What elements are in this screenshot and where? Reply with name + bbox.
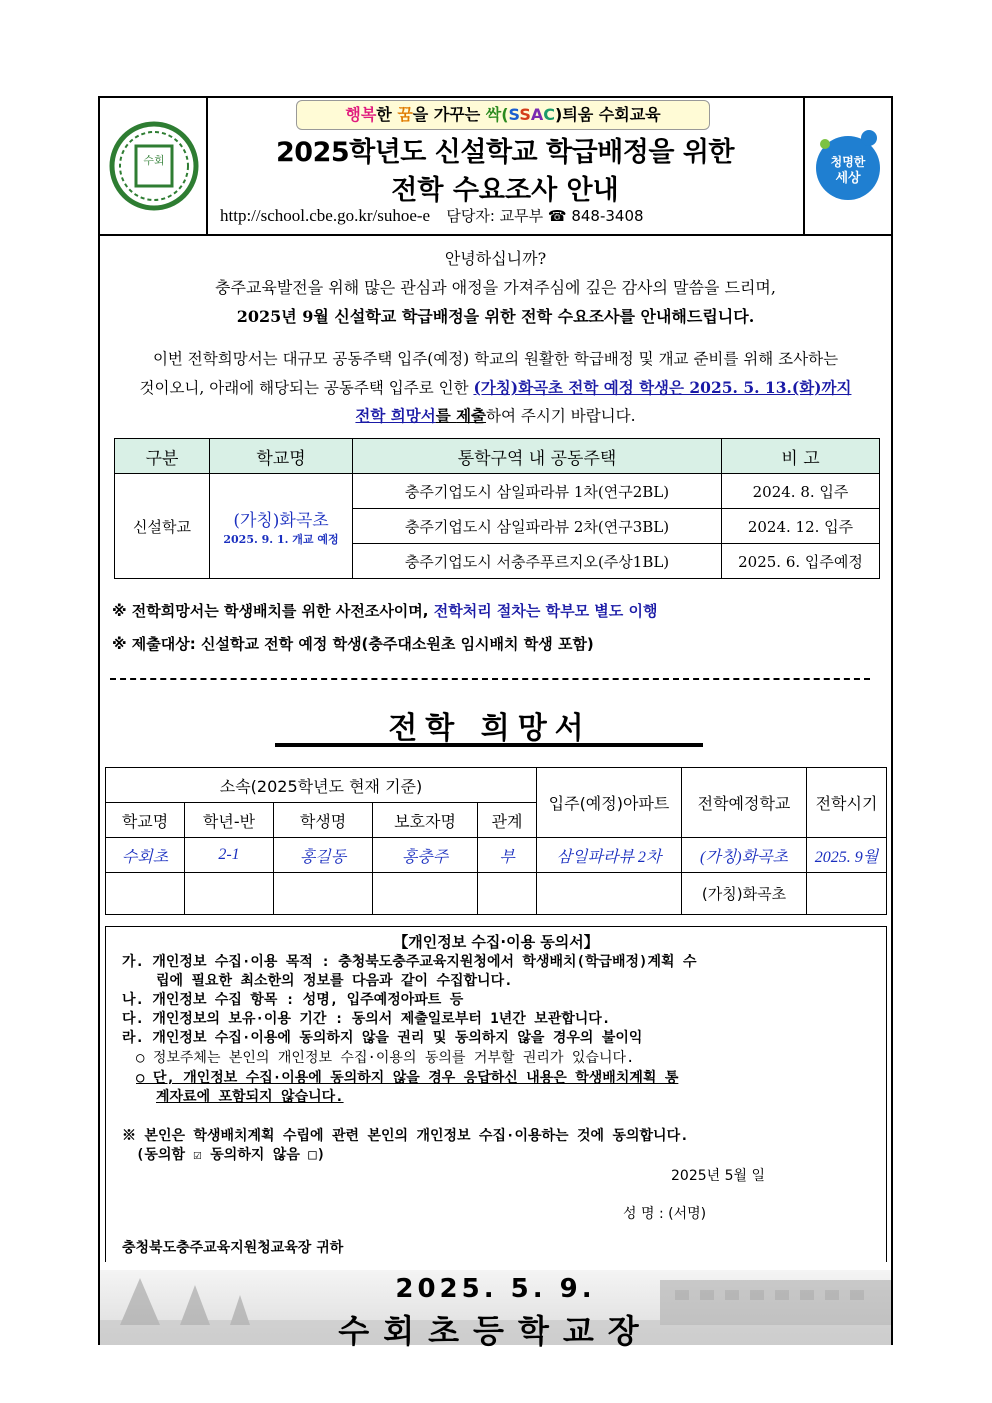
- application-table: [105, 767, 887, 915]
- table-header: 전학예정학교: [682, 768, 807, 838]
- intro-para3: 전학 희망서를 제출하여 주시기 바랍니다.: [355, 406, 636, 425]
- school-cell: (가칭)화곡초 2025. 9. 1. 개교 예정: [210, 474, 353, 579]
- consent-recipient: 충청북도충주교육지원청교육장 귀하: [122, 1240, 344, 1256]
- example-row: 수회초 2-1 홍길동 홍충주 부 삼일파라뷰 2차 (가칭)화곡초 2025. 9월: [106, 838, 887, 873]
- svg-text:청명한: 청명한: [830, 155, 866, 169]
- header: [100, 98, 891, 236]
- form-title: 전학 희망서: [388, 711, 592, 746]
- form-title-underline: [275, 743, 703, 747]
- table-header: 전학시기: [807, 768, 887, 838]
- relation-input[interactable]: [478, 873, 537, 915]
- table-header: 통학구역 내 공동주택: [353, 439, 722, 474]
- table-header: 관계: [478, 803, 537, 838]
- class-input[interactable]: [185, 873, 274, 915]
- intro-para2: 것이오니, 아래에 해당되는 공동주택 입주로 인한 (가칭)화곡초 전학 예정 학생은 2025. 5. 13.(화)까지: [139, 378, 852, 397]
- blank-row: [106, 873, 887, 915]
- svg-text:수회: 수회: [143, 154, 165, 167]
- school-url[interactable]: http://school.cbe.go.kr/suhoe-e: [220, 206, 431, 225]
- office-logo-cell: [803, 98, 891, 234]
- consent-title: 【개인정보 수집·이용 동의서】: [393, 933, 599, 951]
- note-cell: 2024. 12. 입주: [722, 509, 880, 544]
- cut-line: [110, 678, 870, 680]
- group-header: 소속(2025학년도 현재 기준): [106, 768, 537, 803]
- note-2: ※ 제출대상: 신설학교 전학 예정 학생(충주대소원초 임시배치 학생 포함): [112, 635, 594, 653]
- intro-line3: 2025년 9월 신설학교 학급배정을 위한 전학 수요조사를 안내해드립니다.: [236, 307, 755, 326]
- consent-options[interactable]: (동의함 ☑ 동의하지 않음 □): [136, 1147, 326, 1163]
- table-header: 학교명: [210, 439, 353, 474]
- intro-line2: 충주교육발전을 위해 많은 관심과 애정을 가져주심에 깊은 감사의 말씀을 드리며,: [215, 278, 776, 297]
- consent-box: [105, 926, 887, 1262]
- consent-date: 2025년 5월 일: [671, 1168, 766, 1184]
- consent-ga1: 가. 개인정보 수집·이용 목적 : 충청북도충주교육지원청에서 학생배치(학급배정)계획 수: [122, 954, 697, 970]
- table-header: 보호자명: [373, 803, 478, 838]
- consent-b2a: ○ 단, 개인정보 수집·이용에 동의하지 않을 경우 응답하신 내용은 학생배치계획 통: [136, 1070, 679, 1086]
- category-cell: 신설학교: [115, 474, 210, 579]
- school-emblem-icon: [108, 120, 200, 212]
- note-1: ※ 전학희망서는 학생배치를 위한 사전조사이며, 전학처리 절차는 학부모 별도 이행: [112, 602, 658, 620]
- page-title-line2: 전학 수요조사 안내: [391, 175, 619, 206]
- apt-cell: 충주기업도시 삼일파라뷰 1차(연구2BL): [353, 474, 722, 509]
- table-header: 비 고: [722, 439, 880, 474]
- document-frame: [98, 96, 893, 1350]
- apt-cell: 충주기업도시 삼일파라뷰 2차(연구3BL): [353, 509, 722, 544]
- greeting: 안녕하십니까?: [444, 249, 547, 268]
- guardian-input[interactable]: [373, 873, 478, 915]
- principal-signature: 수회초등학교장: [338, 1312, 653, 1350]
- target-school-cell: (가칭)화곡초: [682, 873, 807, 915]
- contact-line: [220, 205, 800, 226]
- apt-cell: 충주기업도시 서충주푸르지오(주상1BL): [353, 544, 722, 579]
- consent-da: 다. 개인정보의 보유·이용 기간 : 동의서 제출일로부터 1년간 보관합니다.: [122, 1011, 611, 1027]
- table-header: 학년-반: [185, 803, 274, 838]
- signature-field[interactable]: 성 명 : (서명): [623, 1206, 707, 1222]
- school-info-table: [114, 438, 880, 579]
- student-input[interactable]: [274, 873, 373, 915]
- table-header: 학생명: [274, 803, 373, 838]
- school-logo-cell: [100, 98, 208, 234]
- consent-agree: ※ 본인은 학생배치계획 수립에 관련 본인의 개인정보 수집·이용하는 것에 동의합니다.: [122, 1128, 689, 1144]
- note-cell: 2025. 6. 입주예정: [722, 544, 880, 579]
- note-cell: 2024. 8. 입주: [722, 474, 880, 509]
- issue-date: 2025. 5. 9.: [395, 1274, 596, 1304]
- consent-ga2: 립에 필요한 최소한의 정보를 다음과 같이 수집합니다.: [156, 973, 513, 989]
- apartment-input[interactable]: [537, 873, 682, 915]
- consent-b2b: 계자료에 포함되지 않습니다.: [156, 1089, 344, 1105]
- contact-info: 담당자: 교무부 ☎ 848-3408: [446, 207, 644, 225]
- slogan-banner: 행복한 꿈을 가꾸는 싹(SSAC)틔움 수회교육: [296, 100, 710, 130]
- consent-na: 나. 개인정보 수집 항목 : 성명, 입주예정아파트 등: [122, 992, 464, 1008]
- intro-para1: 이번 전학희망서는 대규모 공동주택 입주(예정) 학교의 원활한 학급배정 및 개교 준비를 위해 조사하는: [152, 350, 839, 368]
- consent-b1: ○ 정보주체는 본인의 개인정보 수집·이용의 동의를 거부할 권리가 있습니다.: [136, 1050, 635, 1066]
- consent-ra: 라. 개인정보 수집·이용에 동의하지 않을 권리 및 동의하지 않을 경우의 불이익: [122, 1030, 643, 1046]
- table-header: 입주(예정)아파트: [537, 768, 682, 838]
- svg-text:세상: 세상: [835, 171, 861, 186]
- school-input[interactable]: [106, 873, 185, 915]
- table-header: 구분: [115, 439, 210, 474]
- office-logo-icon: [813, 124, 883, 204]
- deadline-text: (가칭)화곡초 전학 예정 학생은 2025. 5. 13.(화)까지: [473, 378, 852, 397]
- table-header: 학교명: [106, 803, 185, 838]
- timing-input[interactable]: [807, 873, 887, 915]
- page-title-line1: 2025학년도 신설학교 학급배정을 위한: [276, 137, 734, 168]
- table-row: [115, 474, 880, 509]
